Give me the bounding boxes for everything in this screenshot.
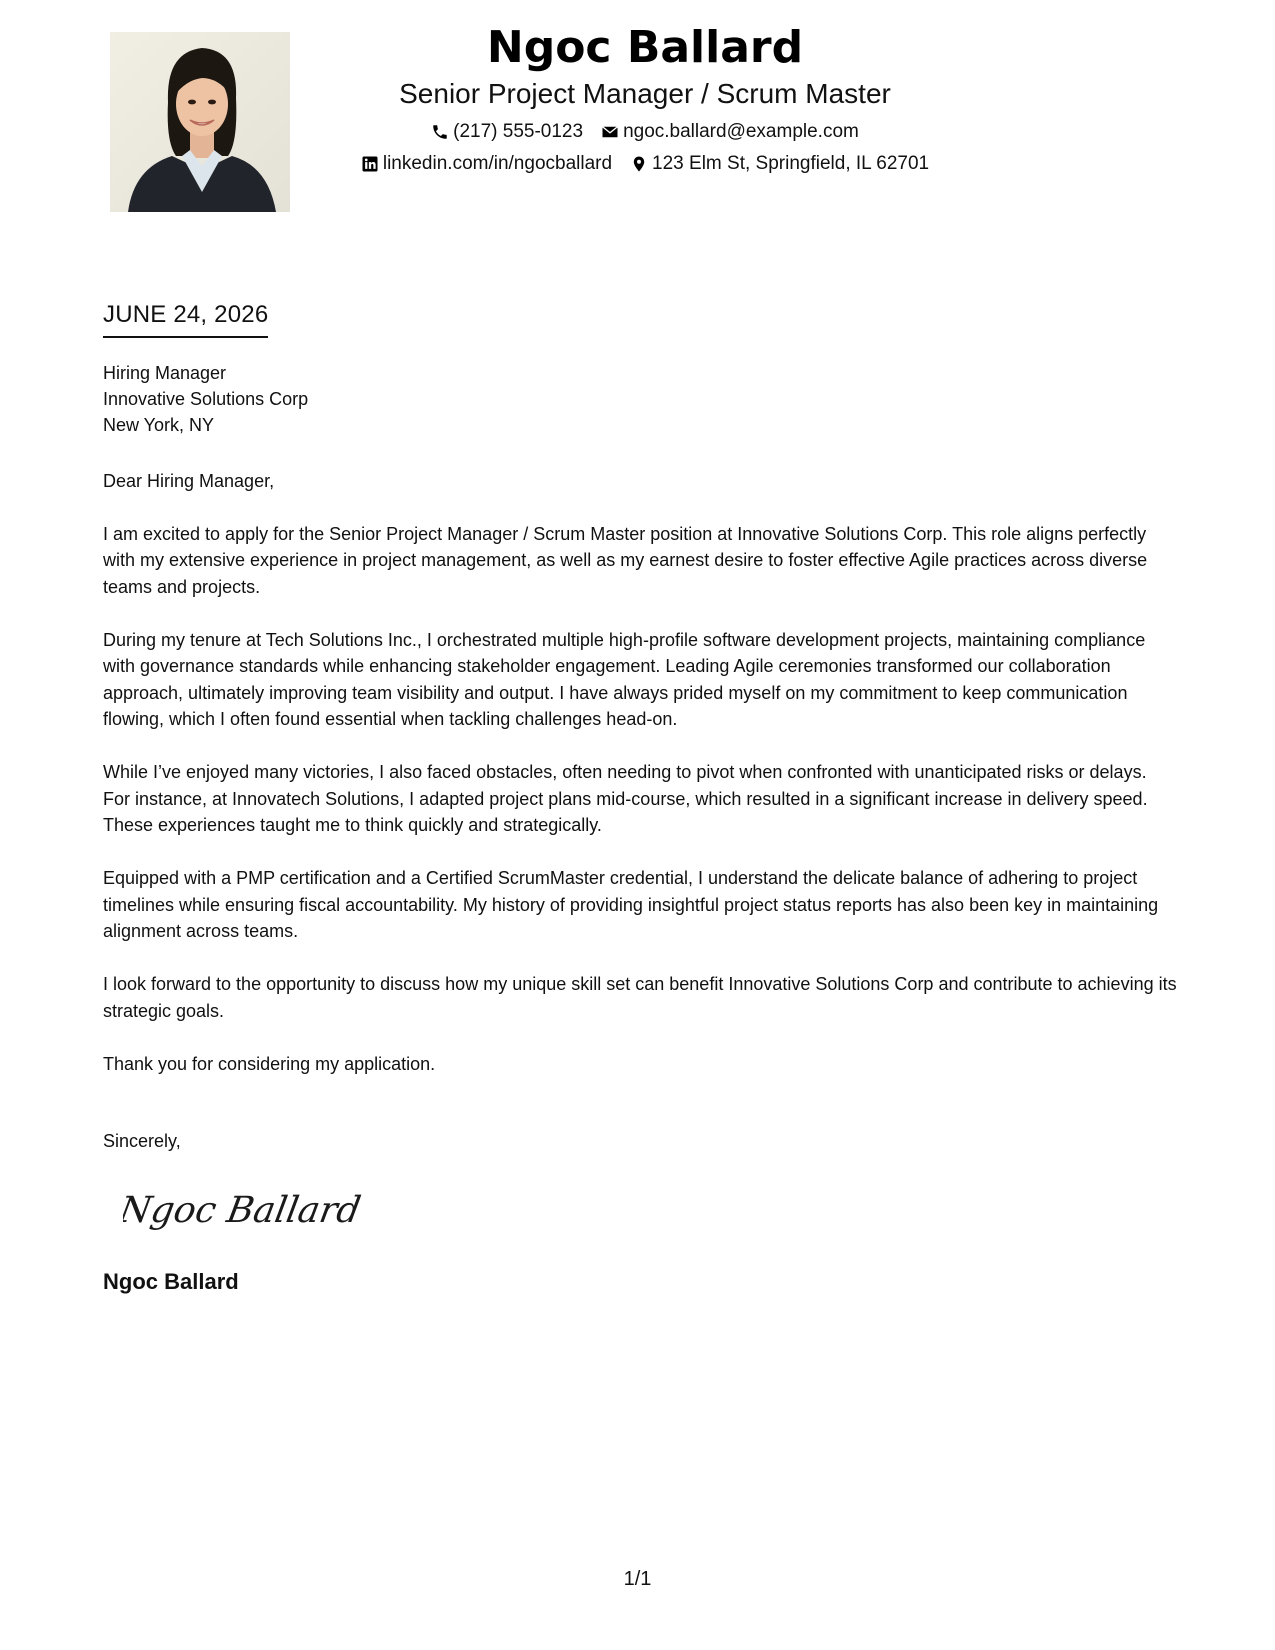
paragraph: I am excited to apply for the Senior Project Manager / Scrum Master position at Innovative Solutions Corp. This role aligns perfectly with my extensive experience in project management, as well as my earnest desire to foster effective Agile practices across diverse teams and projects. [103, 523, 1148, 597]
email-contact[interactable] [601, 120, 859, 144]
recipient-block [103, 360, 308, 438]
address-text: 123 Elm St, Springfield, IL 62701 [652, 153, 930, 174]
letter-body [103, 468, 1178, 1104]
map-pin-icon [630, 155, 648, 173]
signature-glyphs: Ngoc Ballard [123, 1188, 363, 1231]
profile-photo [110, 32, 290, 212]
paragraph: While I’ve enjoyed many victories, I also faced obstacles, often needing to pivot when confronted with unanticipated risks or delays. For instance, at Innovatech Solutions, I adapted project plans mid-course, which resulted in a significant increase in delivery speed. These experiences taught me to think quickly and strategically. [103, 762, 1148, 835]
linkedin-icon [361, 155, 379, 173]
envelope-icon [601, 123, 619, 141]
phone-text: (217) 555-0123 [453, 121, 584, 142]
contact-row-primary [300, 120, 990, 144]
signer-name: Ngoc Ballard [103, 1269, 239, 1294]
handwritten-signature [123, 1180, 363, 1240]
linkedin-contact[interactable] [361, 152, 612, 176]
recipient-company: Innovative Solutions Corp [103, 389, 309, 409]
linkedin-text: linkedin.com/in/ngocballard [382, 153, 613, 174]
phone-icon [431, 123, 449, 141]
phone-contact[interactable] [431, 120, 583, 144]
page-number: 1/1 [623, 1568, 652, 1590]
email-text: ngoc.ballard@example.com [623, 121, 859, 142]
greeting: Dear Hiring Manager, [103, 471, 275, 491]
paragraph: I look forward to the opportunity to discuss how my unique skill set can benefit Innovative Solutions Corp and contribute to achieving its strategic goals. [103, 974, 1177, 1021]
header [300, 20, 990, 176]
address-contact [630, 152, 929, 176]
job-title: Senior Project Manager / Scrum Master [399, 78, 891, 109]
recipient-location: New York, NY [103, 415, 215, 435]
closing: Sincerely, [103, 1131, 181, 1151]
paragraph: Thank you for considering my application. [103, 1053, 436, 1074]
applicant-name: Ngoc Ballard [486, 22, 804, 73]
letter-date: JUNE 24, 2026 [103, 300, 268, 338]
recipient-title: Hiring Manager [103, 363, 227, 383]
contact-row-secondary [300, 152, 990, 176]
paragraph: During my tenure at Tech Solutions Inc., I orchestrated multiple high-profile software development projects, maintaining compliance with governance standards while enhancing stakeholder engagement. Leading Agile ceremonies transformed our collaboration approach, ultimately improving team visibility and output. I have always prided myself on my commitment to keep communication flowing, which I often found essential when tackling challenges head-on. [103, 629, 1146, 729]
paragraph: Equipped with a PMP certification and a Certified ScrumMaster credential, I understand the delicate balance of adhering to project timelines while ensuring fiscal accountability. My history of providing insightful project status reports has also been key in maintaining alignment across teams. [103, 868, 1159, 941]
